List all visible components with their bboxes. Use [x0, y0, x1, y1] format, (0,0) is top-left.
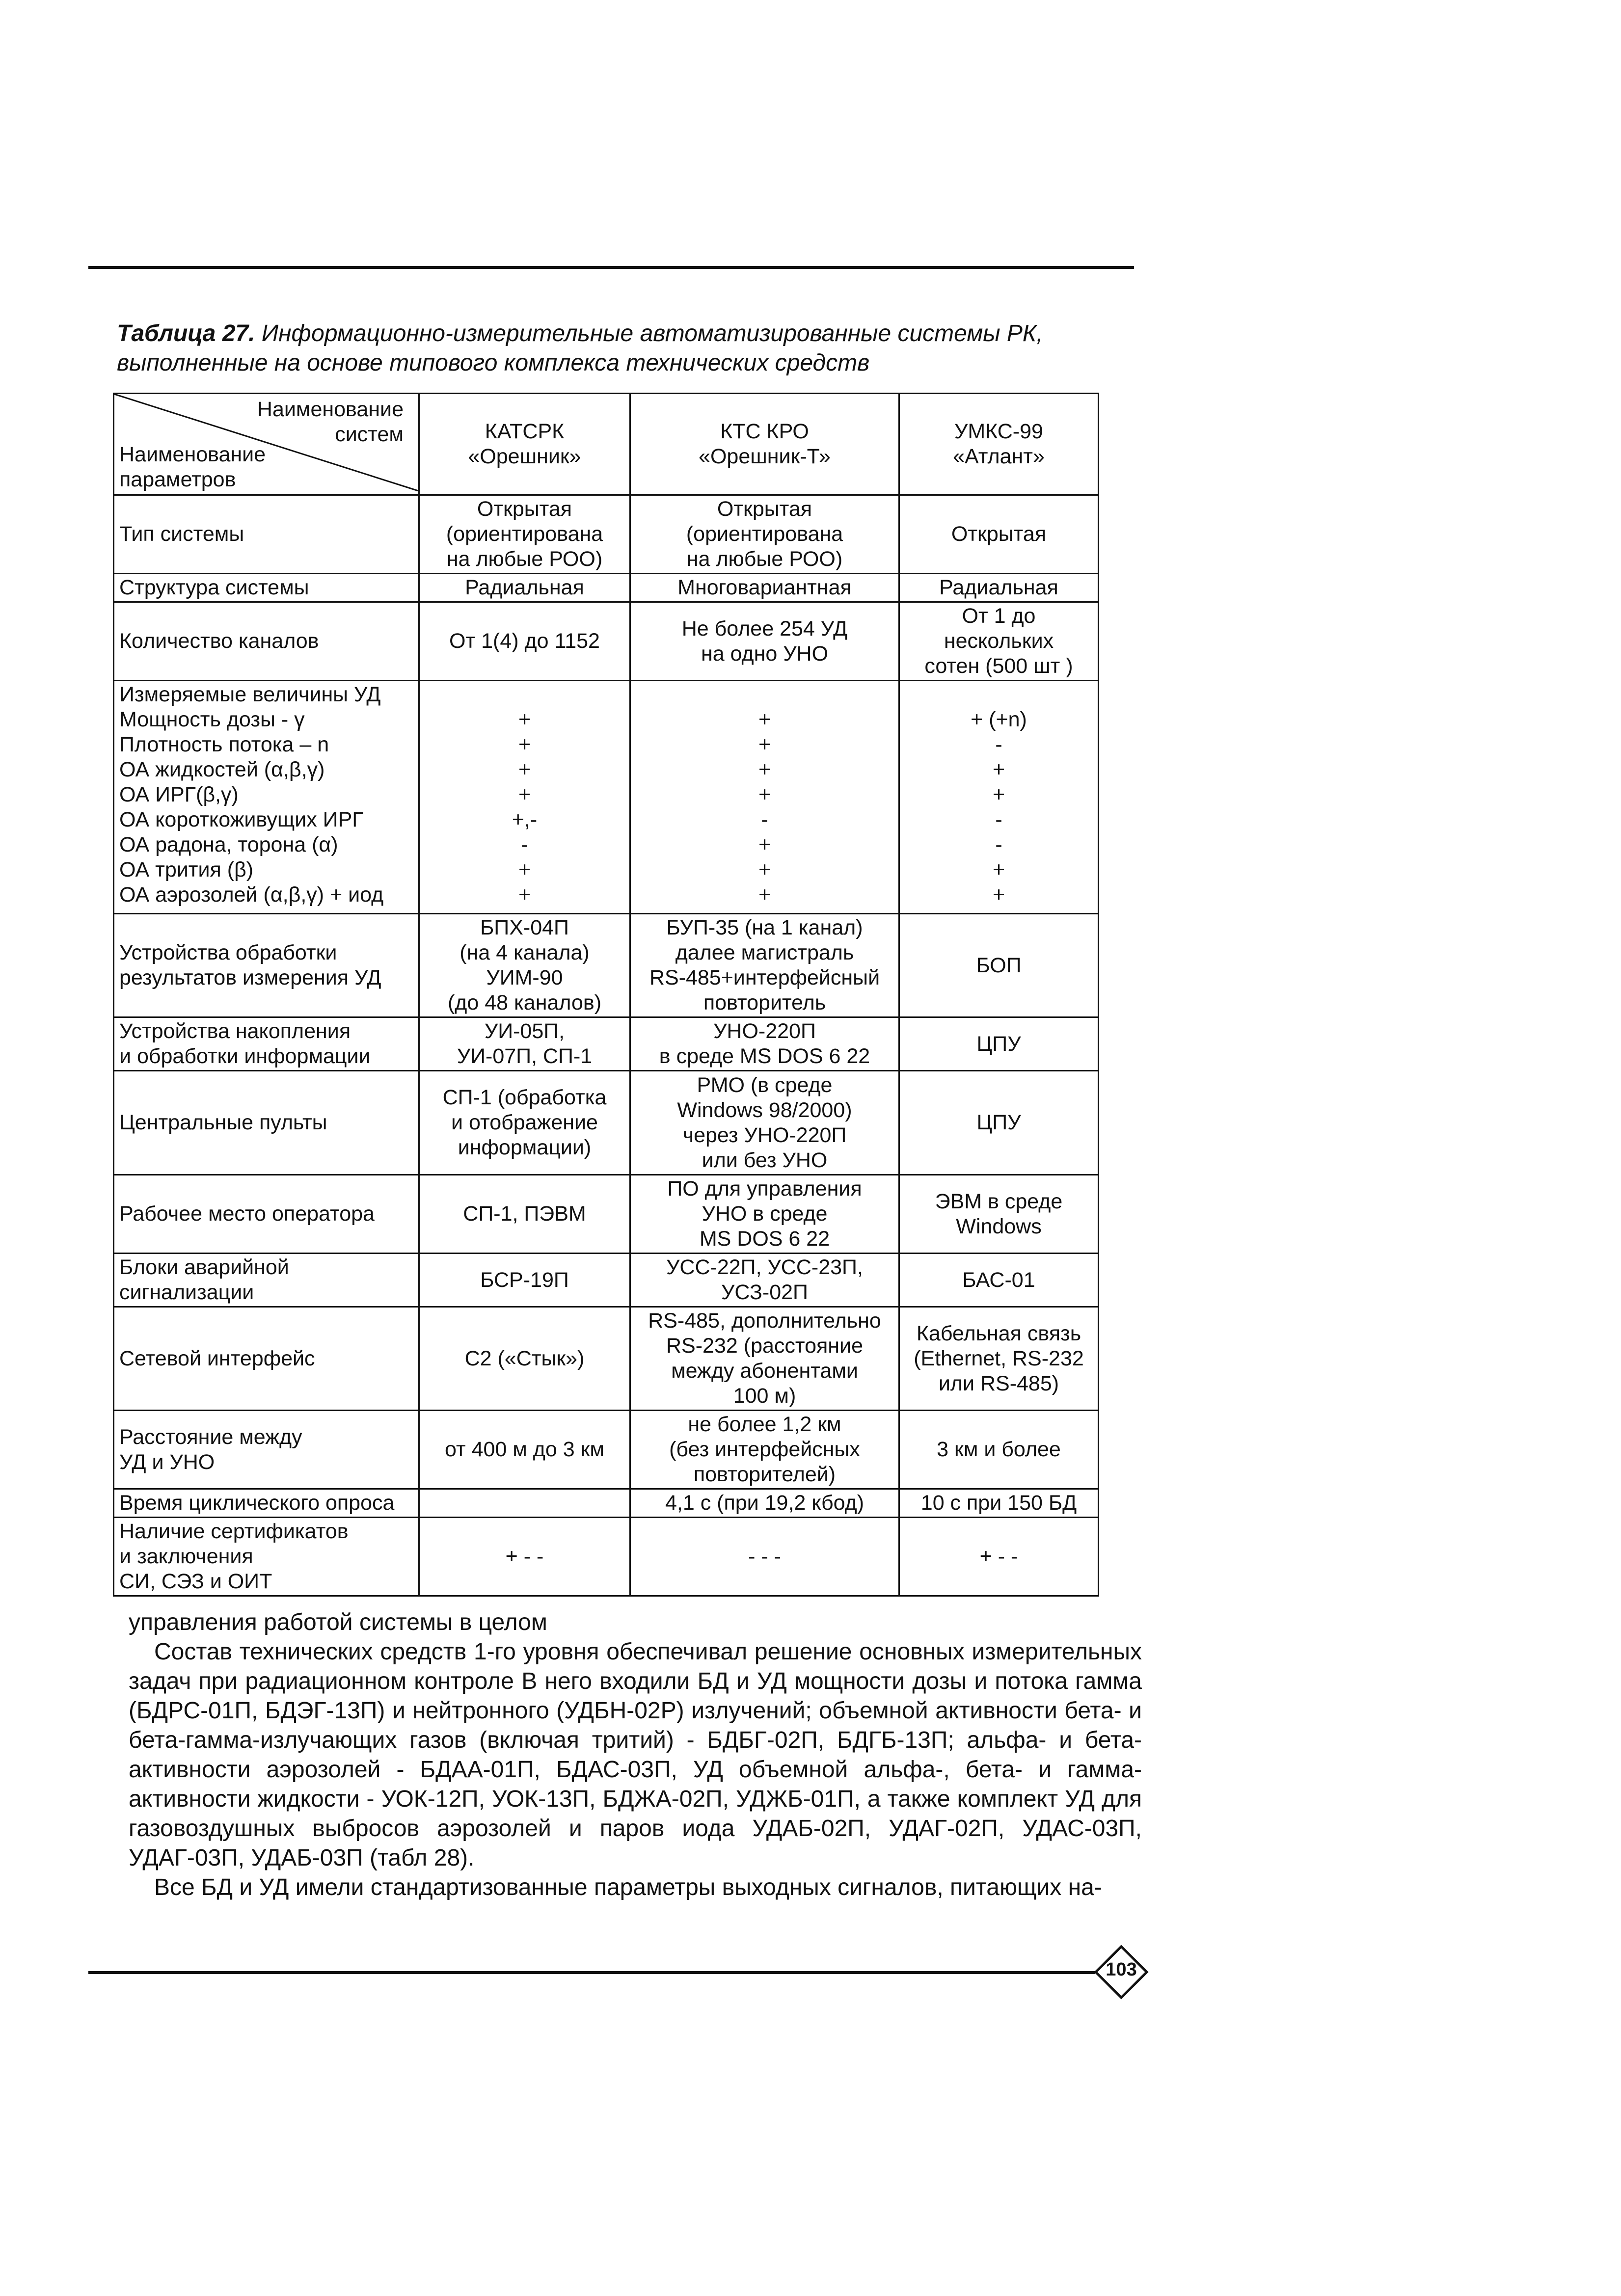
table-row — [114, 1071, 1099, 1175]
param-cell: Центральные пульты — [114, 1071, 419, 1175]
value-cell: + + + + +,- - + + — [419, 681, 630, 914]
table-row — [114, 602, 1099, 681]
value-cell: БУП-35 (на 1 канал) далее магистраль RS-485+интерфейсный повторитель — [630, 914, 899, 1017]
value-cell: БАС-01 — [899, 1254, 1099, 1307]
param-cell: Рабочее место оператора — [114, 1175, 419, 1254]
value-cell: С2 («Стык») — [419, 1307, 630, 1411]
value-cell: УНО-220П в среде MS DOS 6 22 — [630, 1017, 899, 1071]
body-paragraph: Все БД и УД имели стандартизованные параметры выходных сигналов, питающих на- — [154, 1874, 1102, 1900]
corner-header-cell — [114, 394, 419, 495]
value-cell: ПО для управления УНО в среде MS DOS 6 22 — [630, 1175, 899, 1254]
page-number: 103 — [1106, 1959, 1137, 1980]
value-cell: БОП — [899, 914, 1099, 1017]
value-cell: БСР-19П — [419, 1254, 630, 1307]
value-cell: не более 1,2 км (без интерфейсных повторителей) — [630, 1411, 899, 1489]
value-cell: От 1(4) до 1152 — [419, 602, 630, 681]
value-cell: RS-485, дополнительно RS-232 (расстояние между абонентами 100 м) — [630, 1307, 899, 1411]
param-cell: Устройства накопления и обработки информации — [114, 1017, 419, 1071]
body-paragraph-continuation: управления работой системы в целом — [129, 1609, 547, 1635]
param-cell: Структура системы — [114, 574, 419, 602]
value-cell: УИ-05П, УИ-07П, СП-1 — [419, 1017, 630, 1071]
value-cell: Радиальная — [899, 574, 1099, 602]
table-row — [114, 1307, 1099, 1411]
value-cell: Не более 254 УД на одно УНО — [630, 602, 899, 681]
table-row — [114, 1175, 1099, 1254]
table-row — [114, 1518, 1099, 1596]
value-cell: Многовариантная — [630, 574, 899, 602]
value-cell: 4,1 с (при 19,2 кбод) — [630, 1489, 899, 1518]
value-cell: Открытая (ориентирована на любые РОО) — [630, 495, 899, 574]
value-cell: СП-1, ПЭВМ — [419, 1175, 630, 1254]
value-cell: + + + + - + + + — [630, 681, 899, 914]
param-cell: Устройства обработки результатов измерения УД — [114, 914, 419, 1017]
table-row — [114, 914, 1099, 1017]
table-caption — [117, 319, 1123, 378]
value-cell: от 400 м до 3 км — [419, 1411, 630, 1489]
param-cell: Сетевой интерфейс — [114, 1307, 419, 1411]
value-cell: - - - — [630, 1518, 899, 1596]
value-cell: От 1 до нескольких сотен (500 шт ) — [899, 602, 1099, 681]
table-row — [114, 495, 1099, 574]
param-cell: Количество каналов — [114, 602, 419, 681]
value-cell — [419, 1489, 630, 1518]
param-cell: Время циклического опроса — [114, 1489, 419, 1518]
table-row — [114, 1254, 1099, 1307]
param-cell: Наличие сертификатов и заключения СИ, СЭЗ и ОИТ — [114, 1518, 419, 1596]
value-cell: РМО (в среде Windows 98/2000) через УНО-220П или без УНО — [630, 1071, 899, 1175]
page-number-badge — [1094, 1945, 1149, 2000]
bottom-rule — [88, 1971, 1095, 1974]
param-cell: Измеряемые величины УД Мощность дозы - γ Плотность потока – n ОА жидкостей (α,β,γ) ОА ИРГ(β,γ) ОА короткоживущих ИРГ ОА радона, торона (α) ОА трития (β) ОА аэрозолей (α,β,γ) + иод — [114, 681, 419, 914]
value-cell: УСС-22П, УСС-23П, УСЗ-02П — [630, 1254, 899, 1307]
value-cell: Открытая — [899, 495, 1099, 574]
table-row — [114, 574, 1099, 602]
value-cell: ЦПУ — [899, 1071, 1099, 1175]
value-cell: ЭВМ в среде Windows — [899, 1175, 1099, 1254]
table-row — [114, 681, 1099, 914]
table-row — [114, 1411, 1099, 1489]
table-row — [114, 1017, 1099, 1071]
value-cell: 10 с при 150 БД — [899, 1489, 1099, 1518]
value-cell: Кабельная связь (Ethernet, RS-232 или RS-485) — [899, 1307, 1099, 1411]
value-cell: ЦПУ — [899, 1017, 1099, 1071]
system-header-katsrk: КАТСРК «Орешник» — [419, 394, 630, 495]
value-cell: Радиальная — [419, 574, 630, 602]
table-caption-label: Таблица 27. — [117, 320, 255, 347]
value-cell: + (+n) - + + - - + + — [899, 681, 1099, 914]
body-text — [129, 1608, 1142, 1902]
param-cell: Блоки аварийной сигнализации — [114, 1254, 419, 1307]
body-paragraph: Состав технических средств 1-го уровня обеспечивал решение основных измерительных задач при радиационном контроле В него входили БД и УД мощности дозы и потока гамма (БДРС-01П, БДЭГ-13П) и нейтронного (УДБН-02Р) излучений; объемной активности бета- и бета-гамма-излучающих газов (включая тритий) - БДБГ-02П, БДГБ-13П; альфа- и бета-активности аэрозолей - БДАА-01П, БДАС-03П, УД объемной альфа-, бета- и гамма-активности жидкости - УОК-12П, УОК-13П, БДЖА-02П, УДЖБ-01П, а также комплект УД для газовоздушных выбросов аэрозолей и паров иода УДАБ-02П, УДАГ-02П, УДАС-03П, УДАГ-03П, УДАБ-03П (табл 28). — [129, 1639, 1142, 1871]
corner-params-label: Наименование параметров — [119, 443, 266, 491]
table-caption-text: Информационно-измерительные автоматизированные системы РК, выполненные на основе типового комплекса технических средств — [117, 320, 1043, 376]
system-header-kts-kro: КТС КРО «Орешник-Т» — [630, 394, 899, 495]
value-cell: Открытая (ориентирована на любые РОО) — [419, 495, 630, 574]
system-header-umks-99: УМКС-99 «Атлант» — [899, 394, 1099, 495]
value-cell: СП-1 (обработка и отображение информации) — [419, 1071, 630, 1175]
top-rule — [88, 266, 1134, 269]
value-cell: + - - — [419, 1518, 630, 1596]
systems-table — [113, 393, 1099, 1597]
param-cell: Тип системы — [114, 495, 419, 574]
corner-systems-label: Наименование систем — [257, 398, 404, 446]
value-cell: + - - — [899, 1518, 1099, 1596]
param-cell: Расстояние между УД и УНО — [114, 1411, 419, 1489]
table-header-row — [114, 394, 1099, 495]
value-cell: 3 км и более — [899, 1411, 1099, 1489]
table-row — [114, 1489, 1099, 1518]
value-cell: БПХ-04П (на 4 канала) УИМ-90 (до 48 каналов) — [419, 914, 630, 1017]
